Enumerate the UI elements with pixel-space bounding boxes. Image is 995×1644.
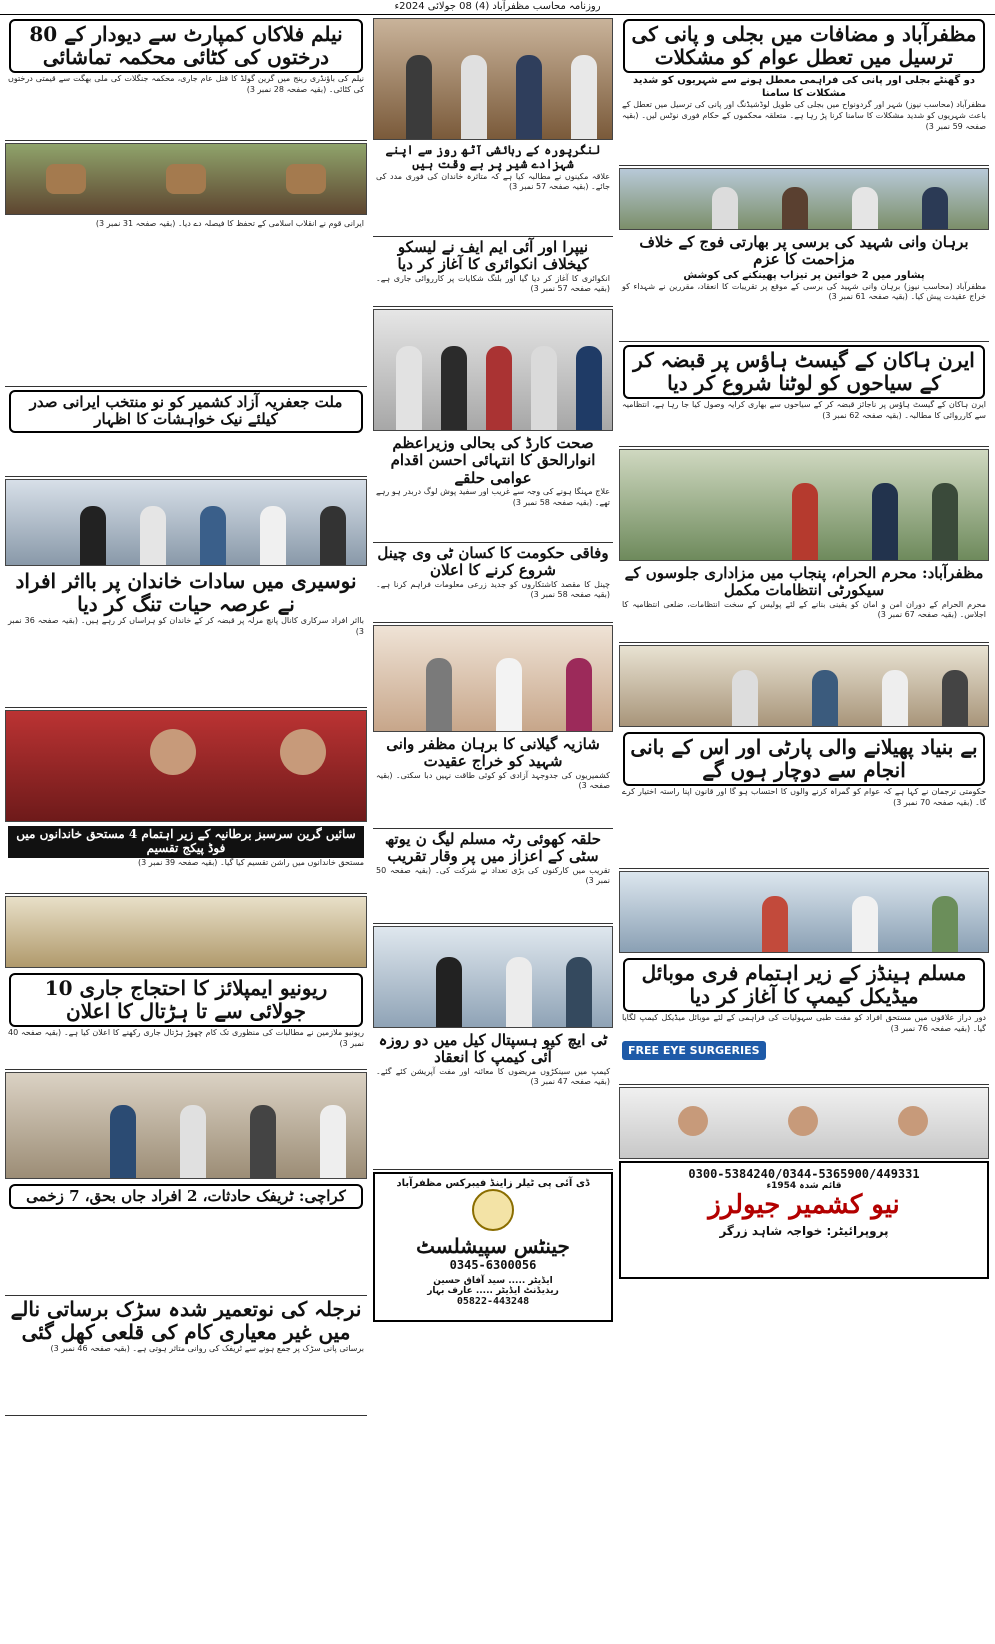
story-neelum-trees: [5, 16, 367, 141]
headline: نیپرا اور آئی ایم ایف نے لیسکو کیخلاف انکوائری کا آغاز کر دیا: [397, 238, 589, 274]
ad-proprietor: پروپرائیٹر: خواجہ شاہد زرگر: [719, 1223, 889, 1238]
story-body: ریونیو ملازمین نے مطالبات کی منظوری تک کام چھوڑ ہڑتال جاری رکھنے کا اعلان کیا ہے۔ (بقیہ صفحہ 40 نمبر 3): [8, 1028, 364, 1048]
story-muslim-hands: [619, 955, 989, 1085]
story-nepra: [373, 237, 613, 307]
ad-subtitle: ڈی آئی پی ٹیلر زاینڈ فیبرکس مظفرآباد: [396, 1178, 590, 1189]
headline: وفاقی حکومت کا کسان ٹی وی چینل شروع کرنے کا اعلان: [377, 544, 609, 580]
headline: مظفرآباد و مضافات میں بجلی و پانی کی ترسیل میں تعطل عوام کو مشکلات: [623, 19, 985, 73]
photo-protest: [5, 1072, 367, 1179]
photo-officials: [373, 309, 613, 431]
story-health-card: [373, 433, 613, 543]
story-guest-house: [619, 342, 989, 447]
masthead: روزنامہ محاسب مظفرآباد (4) 08 جولائی 2024ء: [0, 0, 995, 15]
story-kisan-tv: [373, 543, 613, 623]
story-khoi-ratta: [373, 829, 613, 924]
ad-resident-editor: ریذیڈنٹ ایڈیٹر ..... عارف بہار: [427, 1286, 559, 1296]
story-body: ایرن ہاکان کے گیسٹ ہاؤس پر ناجائز قبضہ کر کے سیاحوں سے بھاری کرایہ وصول کیا جا رہا ہے، انتظامیہ سے کارروائی کا مطالبہ۔ (بقیہ صفحہ 62 نمبر 3): [622, 400, 986, 420]
ad-tailors: [373, 1172, 613, 1322]
story-electricity: [619, 16, 989, 166]
story-body: محرم الحرام کے دوران امن و امان کو یقینی بنانے کے لئے پولیس کے سخت انتظامات، ضلعی انتظامیہ کا اجلاس۔ (بقیہ صفحہ 67 نمبر 3): [622, 599, 986, 620]
photo-medical-camp: [619, 871, 989, 953]
headline: شازیہ گیلانی کا برہان مظفر وانی شہید کو خراج عقیدت: [386, 735, 600, 771]
middle-column: [373, 16, 613, 1640]
story-body: مستحق خاندانوں میں راشن تقسیم کیا گیا۔ (بقیہ صفحہ 39 نمبر 3): [137, 857, 364, 867]
story-body: ایرانی قوم نے انقلاب اسلامی کے تحفظ کا فیصلہ دے دیا۔ (بقیہ صفحہ 31 نمبر 3): [95, 219, 364, 228]
story-body: کشمیریوں کی جدوجہد آزادی کو کوئی طاقت نہیں دبا سکتی۔ (بقیہ صفحہ 3): [376, 770, 610, 791]
headline: صحت کارڈ کی بحالی وزیراعظم انوارالحق کا انتہائی احسن اقدام عوامی حلقے: [390, 434, 596, 487]
photo-police-checkpost: [619, 449, 989, 561]
subheadline: پشاور میں 2 خواتین پر تیزاب پھینکنے کی کوشش: [683, 269, 925, 281]
photo-portraits: [619, 1087, 989, 1159]
right-column: [619, 16, 989, 1640]
headline: برہان وانی شہید کی برسی پر بھارتی فوج کے خلاف مزاحمت کا عزم: [639, 233, 969, 269]
story-food-package: [5, 824, 367, 894]
photo-meeting: [619, 168, 989, 230]
story-shazia: [373, 734, 613, 829]
ad-since: قائم شدہ 1954ء: [766, 1181, 842, 1191]
photo-tribute: [373, 926, 613, 1028]
story-misc-briefs: [5, 217, 367, 387]
subheadline: دو گھنٹے بجلی اور پانی کی فراہمی معطل ہونے سے شہریوں کو شدید مشکلات کا سامنا: [633, 75, 975, 99]
story-body: علاقہ مکینوں نے مطالبہ کیا ہے کہ متاثرہ خاندان کی فوری مدد کی جائے۔ (بقیہ صفحہ 57 نمبر 3): [376, 171, 610, 192]
story-body: انکوائری کا آغاز کر دیا گیا اور بلنگ شکایات پر کارروائی جاری ہے۔ (بقیہ صفحہ 57 نمبر 3): [376, 273, 610, 294]
headline: نوسیری میں سادات خاندان پر بااثر افراد نے عرصہ حیات تنگ کر دیا: [15, 569, 357, 616]
headline: نرجلہ کی نوتعمیر شدہ سڑک برساتی نالے میں غیر معیاری کام کی قلعی کھل گئی: [10, 1297, 362, 1344]
headline: بے بنیاد پھیلانے والی پارٹی اور اس کے بانی انجام سے دوچار ہوں گے: [623, 732, 985, 786]
story-road-nullah: [5, 1296, 367, 1416]
story-revenue-strike: [5, 970, 367, 1070]
ad-phone-2: 05822-443248: [456, 1296, 530, 1307]
headline: سائیں گرین سرسبز برطانیہ کے زیر اہتمام 4 مستحق خاندانوں میں فوڈ پیکج تقسیم: [8, 826, 364, 858]
photo-group: [373, 18, 613, 140]
headline: نیلم فلاکاں کمپارٹ سے دیودار کے 80 درختوں کی کٹائی محکمہ تماشائی: [9, 19, 363, 73]
left-column: [5, 16, 367, 1640]
story-body: تقریب میں کارکنوں کی بڑی تعداد نے شرکت کی۔ (بقیہ صفحہ 50 نمبر 3): [376, 865, 610, 886]
story-body: کیمپ میں سینکڑوں مریضوں کا معائنہ اور مفت آپریشن کئے گئے۔ (بقیہ صفحہ 47 نمبر 3): [376, 1066, 610, 1087]
photo-tree-stumps: [5, 143, 367, 215]
story-body: علاج مہنگا ہونے کی وجہ سے غریب اور سفید پوش لوگ دربدر ہو رہے تھے۔ (بقیہ صفحہ 58 نمبر 3): [376, 486, 610, 507]
photo-family: [373, 625, 613, 732]
headline: کراچی: ٹریفک حادثات، 2 افراد جاں بحق، 7 زخمی: [9, 1184, 363, 1209]
story-body: چینل کا مقصد کاشتکاروں کو جدید زرعی معلومات فراہم کرنا ہے۔ (بقیہ صفحہ 58 نمبر 3): [376, 579, 610, 600]
photo-ribbon-cutting: [5, 479, 367, 566]
story-body: مظفرآباد (محاسب نیوز) شہر اور گردونواح میں بجلی کی طویل لوڈشیڈنگ اور پانی کی ترسیل میں تعطل کے باعث شہریوں کو شدید مشکلات کا سامنا کرنا پڑ رہا ہے۔ متعلقہ محکموں کے حکام فوری نوٹس لیں۔ (بقیہ صفحہ 59 نمبر 3): [622, 100, 986, 131]
story-karachi-accidents: [5, 1181, 367, 1296]
ad-phone: 0345-6300056: [449, 1258, 537, 1272]
headline: ایرن ہاکان کے گیسٹ ہاؤس پر قبضہ کر کے سیاحوں کو لوٹنا شروع کر دیا: [623, 345, 985, 399]
headline: ٹی ایچ کیو ہسپتال کیل میں دو روزہ آئی کیمپ کا انعقاد: [378, 1031, 608, 1067]
headline: مظفرآباد: محرم الحرام، پنجاب میں مزاداری جلوسوں کے سیکورٹی انتظامات مکمل: [624, 564, 984, 600]
headline: ملت جعفریہ آزاد کشمیر کو نو منتخب ایرانی صدر کیلئے نیک خواہشات کا اظہار: [9, 390, 363, 433]
story-body: مظفرآباد (محاسب نیوز) برہان وانی شہید کی برسی کے موقع پر تقریبات کا انعقاد، مقررین نے شہداء کو خراج عقیدت پیش کیا۔ (بقیہ صفحہ 61 نمبر 3): [622, 281, 986, 302]
headline: حلقہ کھوئی رٹہ مسلم لیگ ن یوتھ سٹی کے اعزاز میں پر وقار تقریب: [384, 830, 602, 866]
ad-title: جینٹس سپیشلسٹ: [416, 1234, 570, 1258]
ad-editor: ایڈیٹر ..... سید آفاق حسین: [433, 1276, 553, 1286]
story-body: بااثر افراد سرکاری کانال پانچ مرلہ پر قبضہ کر کے خاندان کو ہراساں کر رہے ہیں۔ (بقیہ صفحہ 36 نمبر 3): [8, 616, 364, 636]
story-body: نیلم کی باؤنڈری رینج میں گرین گولڈ کا قتل عام جاری، محکمہ جنگلات کی ملی بھگت سے قیمتی درختوں کی کٹائی۔ (بقیہ صفحہ 28 نمبر 3): [8, 74, 364, 94]
story-body: دور دراز علاقوں میں مستحق افراد کو مفت طبی سہولیات کی فراہمی کے لئے موبائل میڈیکل کیمپ لگایا گیا۔ (بقیہ صفحہ 76 نمبر 3): [622, 1013, 986, 1033]
headline: مسلم ہینڈز کے زیر اہتمام فری موبائل میڈیکل کیمپ کا آغاز کر دیا: [623, 958, 985, 1012]
photo-two-men: [5, 710, 367, 822]
vip-seal-icon: [472, 1189, 514, 1231]
story-body: برساتی پانی سڑک پر جمع ہونے سے ٹریفک کی روانی متاثر ہوتی ہے۔ (بقیہ صفحہ 46 نمبر 3): [50, 1344, 364, 1353]
ad-phone: 0300-5384240/0344-5365900/449331: [688, 1167, 920, 1181]
story-langarpura: [373, 142, 613, 237]
ad-jewellers: [619, 1161, 989, 1279]
free-eye-banner: FREE EYE SURGERIES: [622, 1041, 766, 1060]
story-millat-jafaria: [5, 387, 367, 477]
story-nausiri: [5, 568, 367, 708]
story-party: [619, 729, 989, 869]
story-muharram: [619, 563, 989, 643]
ad-title: نیو کشمیر جیولرز: [708, 1190, 900, 1220]
story-body: حکومتی ترجمان نے کہا ہے کہ عوام کو گمراہ کرنے والوں کا احتساب ہو گا اور قانون اپنا راستہ اختیار کرے گا۔ (بقیہ صفحہ 70 نمبر 3): [622, 787, 986, 807]
photo-ceremony: [619, 645, 989, 727]
photo-food-bags: [5, 896, 367, 968]
headline: ریونیو ایمپلائز کا احتجاج جاری 10 جولائی سے تا ہڑتال کا اعلان: [9, 973, 363, 1027]
story-burhan-wani: [619, 232, 989, 342]
story-eye-camp: [373, 1030, 613, 1170]
headline: لنگرپورہ کے رہائشی آٹھ روز سے اپنے شہزادے شیر پر بے وقت ہیں: [385, 143, 601, 171]
